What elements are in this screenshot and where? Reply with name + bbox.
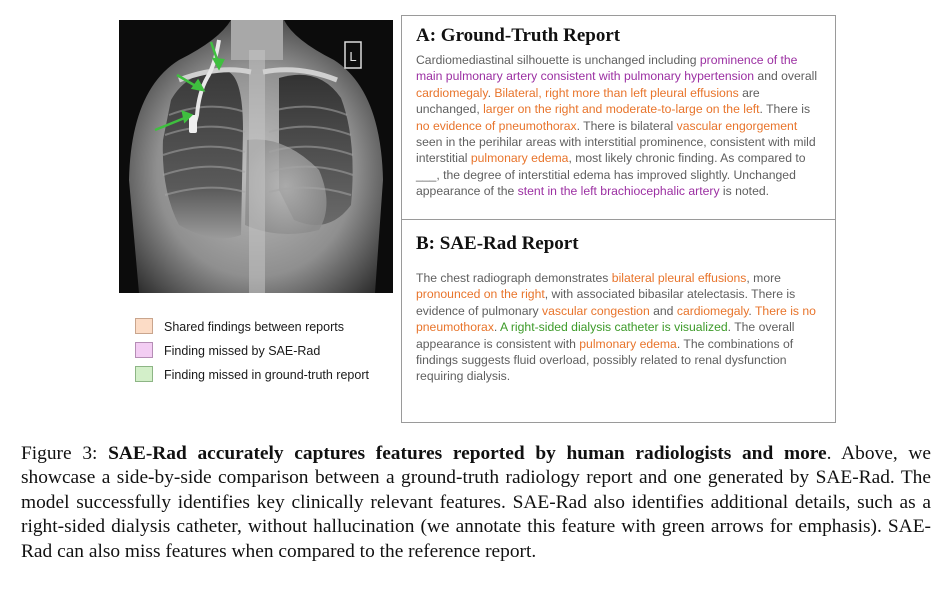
report-text-segment: . The combinations of findings suggests fluid overload, possibly related to renal dysfunction requiring dialysis. [416, 336, 794, 384]
highlighted-finding-orange: pronounced on the right [416, 287, 545, 302]
caption-label: Figure 3: [21, 443, 109, 464]
panel-title: A: Ground-Truth Report [416, 25, 621, 46]
legend-swatch-purple [135, 342, 153, 358]
report-text-segment: and [649, 303, 677, 318]
ground-truth-report-text [416, 52, 825, 200]
highlighted-finding-orange: cardiomegaly [676, 303, 749, 318]
sae-rad-report-text [416, 270, 825, 385]
highlighted-finding-orange: cardiomegaly [416, 85, 488, 100]
report-text-segment: seen in the perihilar areas with interstitial prominence, consistent with mild interstitial [416, 135, 816, 166]
highlighted-finding-orange: pulmonary edema [470, 151, 569, 166]
legend-label: Finding missed by SAE-Rad [164, 344, 321, 358]
report-text-segment: . [493, 320, 501, 335]
highlighted-finding-orange: vascular engorgement [676, 118, 798, 133]
chest-xray-image [119, 20, 393, 293]
caption-body: . Above, we showcase a side-by-side comparison between a ground-truth radiology report and one generated by SAE-Rad. The model successfully identifies key clinically relevant features. SAE-Rad also identifies additional details, such as a right-sided dialysis catheter, without hallucination (we annotate this feature with green arrows for emphasis). SAE-Rad can also miss features when compared to the reference report. [21, 443, 931, 562]
legend-label: Shared findings between reports [164, 320, 344, 334]
report-text-segment: , most likely chronic finding. As compared to ___, the degree of interstitial edema has improved slightly. Unchanged appearance of the [416, 151, 806, 199]
figure-caption [21, 442, 931, 564]
highlighted-finding-green: A right-sided dialysis catheter is visualized [500, 320, 728, 335]
panel-title: B: SAE-Rad Report [416, 233, 579, 254]
report-text-segment: and overall [754, 69, 818, 84]
report-text-segment: Cardiomediastinal silhouette is unchanged including [416, 53, 700, 67]
legend-swatch-orange [135, 318, 153, 334]
legend-swatch-green [135, 366, 153, 382]
highlighted-finding-purple: stent in the left brachiocephalic artery [517, 184, 720, 199]
caption-bold: SAE-Rad accurately captures features reported by human radiologists and more [108, 443, 827, 464]
report-text-segment: , with associated bibasilar atelectasis. There is evidence of pulmonary [416, 287, 796, 318]
highlighted-finding-orange: Bilateral, right more than left pleural effusions [494, 85, 739, 100]
report-text-segment: is noted. [719, 184, 770, 199]
report-text-segment: . The overall appearance is consistent with [416, 320, 795, 351]
highlighted-finding-orange: pulmonary edema [579, 336, 677, 351]
report-text-segment: . There is [759, 102, 811, 117]
report-text-segment: are unchanged, [416, 85, 760, 117]
report-text-segment: The chest radiograph demonstrates [416, 271, 612, 285]
highlighted-finding-orange: vascular congestion [542, 303, 650, 318]
report-text-segment: , more [746, 271, 781, 285]
highlighted-finding-purple: prominence of the main pulmonary artery consistent with pulmonary hypertension [416, 53, 798, 84]
sae-rad-report-panel [401, 219, 836, 423]
report-text-segment: . [487, 85, 495, 100]
highlighted-finding-orange: There is no pneumothorax [416, 303, 816, 335]
legend-label: Finding missed in ground-truth report [164, 368, 369, 382]
xray-marker-label: L [349, 49, 357, 64]
ground-truth-report-panel [401, 15, 836, 220]
report-text-segment: . There is bilateral [576, 118, 677, 133]
highlighted-finding-orange: bilateral pleural effusions [611, 271, 747, 285]
report-text-segment: . [748, 303, 755, 318]
highlighted-finding-orange: no evidence of pneumothorax [416, 118, 577, 133]
highlighted-finding-orange: larger on the right and moderate-to-large on the left [483, 102, 760, 117]
